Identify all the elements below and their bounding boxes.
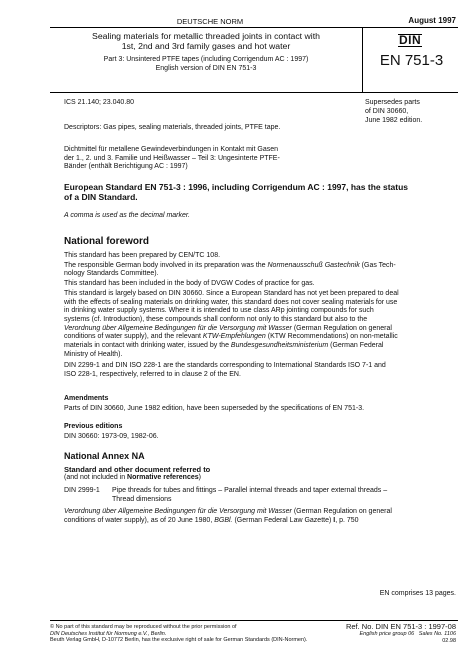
footer-code: 02.98 — [442, 637, 456, 644]
header-org: DEUTSCHE NORM — [176, 17, 244, 26]
annex-ref-title: Pipe threads for tubes and fittings – Parallel internal threads and taper external threads – Thread dimensions — [112, 487, 388, 503]
header-date: August 1997 — [408, 16, 456, 25]
annex-ref-code: DIN 2999-1 — [64, 487, 100, 494]
supersedes-note: Supersedes parts of DIN 30660, June 1982 edition. — [365, 99, 423, 124]
annex-ref-regulation: Verordnung über Allgemeine Bedingungen für die Versorgung mit Wasser (German Regulation on general conditions of water supply), as of 20 June 1980, BGBl. (German Federal Law Gazette) I, p. 750 — [64, 508, 392, 524]
national-foreword-body: This standard has been prepared by CEN/TC 108. The responsible German body involved in its preparation was the Normenausschuß Gastechnik (Gas Tech- nology Standards Committee). This standard has been included in the body of DVGW Codes of practice for gas. This standard is largely based on DIN 30660. Since a European Standard has not yet been prepared to deal with the effects of sealing materials on drinking water, this standard does not cover sealing materials for use in drinking water supply systems. Where it is intended to use class ARp jointing compounds for such systems (cf. Introduction), these compounds shall conform not only to this standard but also to the Verordnung über Allgemeine Bedingungen für die Versorgung mit Wasser (German Regulation on general conditions of water supply), and the relevant KTW-Empfehlungen (KTW Recommendations) on non-metallic materials in contact with drinking water, issued by the Bundesgesundheitsministerium (German Federal Ministry of Health). DIN 2299-1 and DIN ISO 228-1 are the standards corresponding to International Standards ISO 7-1 and ISO 228-1, respectively, referred to in clause 2 of the EN. — [64, 252, 399, 379]
previous-editions-text: DIN 30660: 1973-09, 1982-06. — [64, 433, 159, 440]
national-foreword-heading: National foreword — [64, 236, 150, 247]
annex-subheading: Standard and other document referred to — [64, 465, 211, 474]
document-title: Sealing materials for metallic threaded joints in contact with 1st, 2nd and 3rd family gases and hot water — [92, 31, 320, 51]
amendments-text: Parts of DIN 30660, June 1982 edition, have been superseded by the specifications of EN 751-3. — [64, 405, 365, 412]
ics-code: ICS 21.140; 23.040.80 — [64, 99, 135, 106]
amendments-heading: Amendments — [64, 395, 109, 402]
status-statement: European Standard EN 751-3 : 1996, including Corrigendum AC : 1997, has the status of a DIN Standard. — [64, 182, 409, 202]
footer-reference: Ref. No. DIN EN 751-3 : 1997-08 English price group 06 Sales No. 1106 02.98 — [345, 622, 456, 644]
german-title: Dichtmittel für metallene Gewindeverbindungen in Kontakt mit Gasen der 1., 2. und 3. Familie und Heißwasser – Teil 3: Ungesinterte PTFE- Bänder (enthält Berichtigung AC : 1997) — [64, 146, 280, 171]
page-count-note: EN comprises 13 pages. — [379, 590, 456, 597]
footer-copyright: © No part of this standard may be reproduced without the prior permission of DIN Deutsches Institut für Normung e.V., Berlin. Beuth Verlag GmbH, D-10772 Berlin, has the exclusive right of sale for German Standards (DIN-Normen). — [50, 624, 308, 643]
decimal-note: A comma is used as the decimal marker. — [64, 212, 190, 219]
descriptors: Descriptors: Gas pipes, sealing materials, threaded joints, PTFE tape. — [64, 124, 281, 131]
annex-note: (and not included in Normative references) — [64, 474, 201, 481]
title-bottom-rule — [50, 92, 458, 93]
standard-number: EN 751-3 — [379, 52, 444, 69]
document-subtitle: Part 3: Unsintered PTFE tapes (including Corrigendum AC : 1997) English version of DIN EN 751-3 — [103, 56, 309, 72]
previous-editions-heading: Previous editions — [64, 423, 123, 430]
reference-number: Ref. No. DIN EN 751-3 : 1997-08 — [345, 622, 456, 631]
din-logo: DIN — [399, 33, 422, 47]
din-block — [365, 28, 458, 92]
footer-rule — [50, 620, 458, 621]
national-annex-heading: National Annex NA — [64, 451, 145, 461]
title-block — [50, 28, 363, 92]
